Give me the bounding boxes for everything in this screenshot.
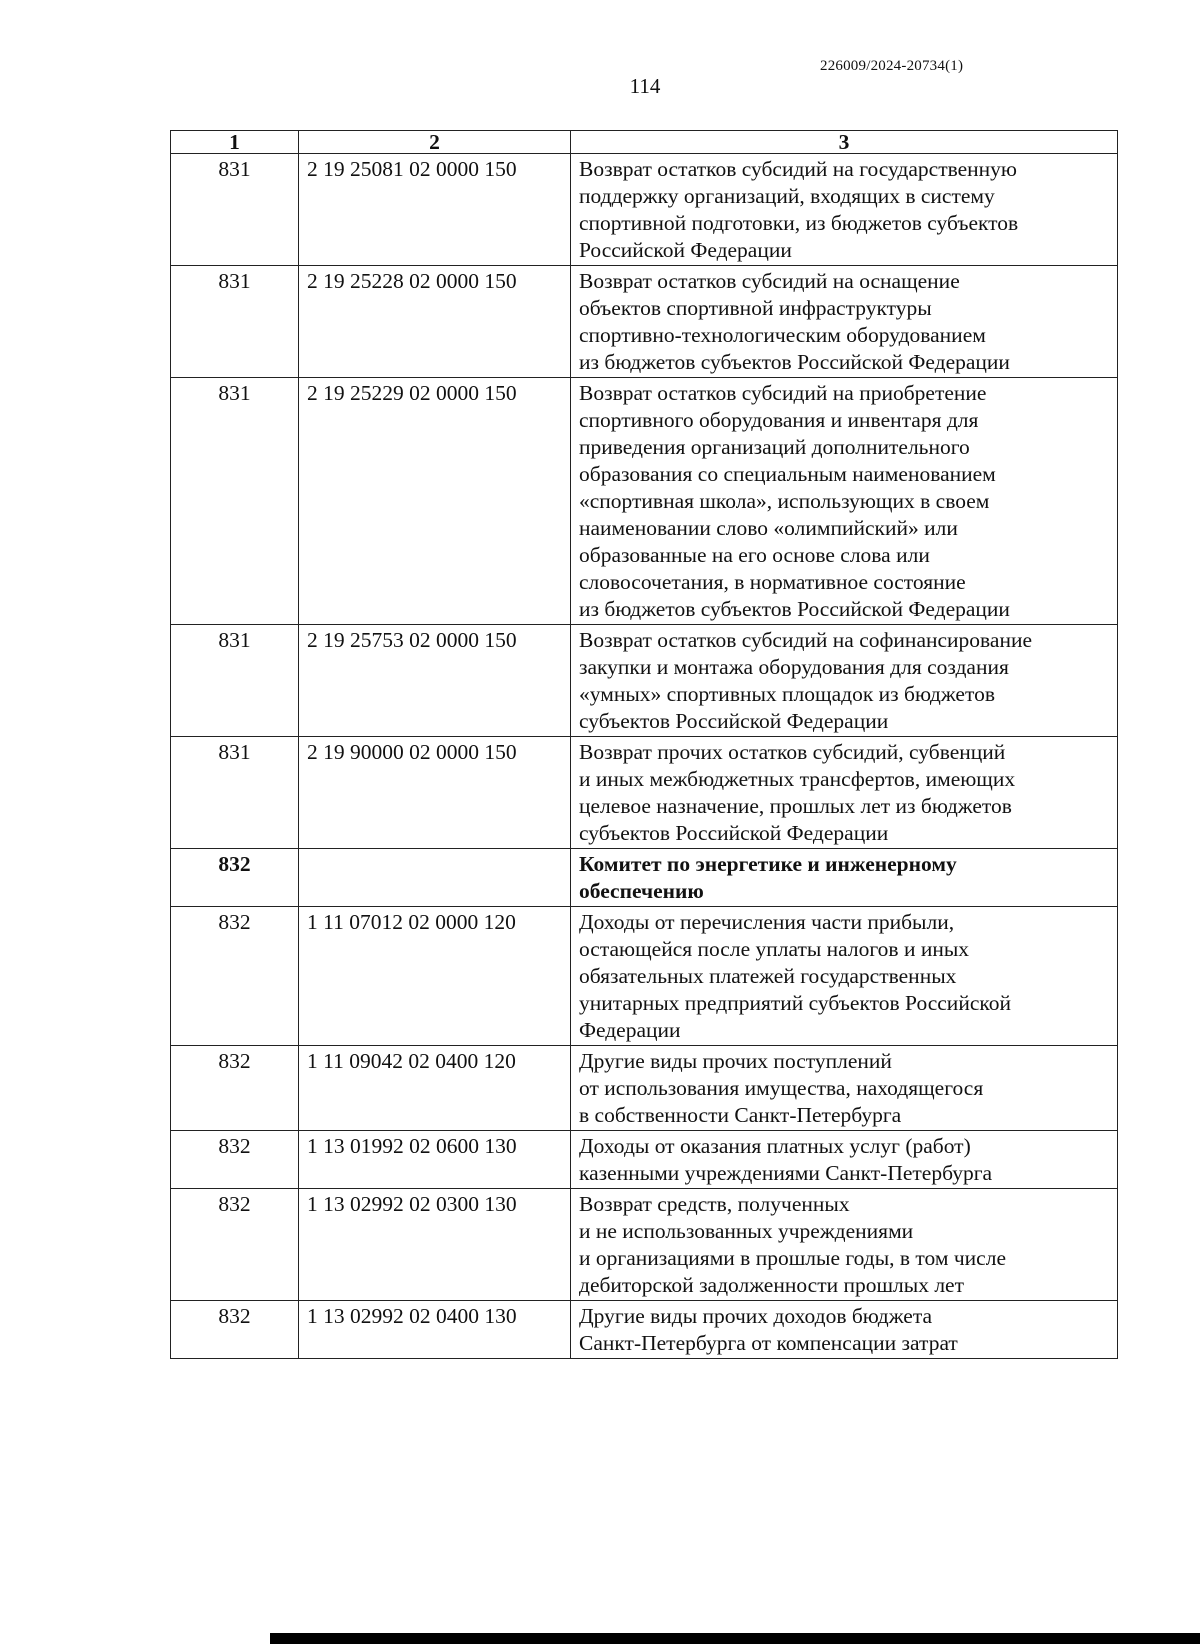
page-number: 114 xyxy=(629,74,661,98)
description-line: дебиторской задолженности прошлых лет xyxy=(579,1273,964,1297)
revenue-codes-table xyxy=(170,130,1118,1359)
description-line: поддержку организаций, входящих в систему xyxy=(579,184,995,208)
description-line: субъектов Российской Федерации xyxy=(579,821,889,845)
column-header-1: 1 xyxy=(171,131,299,154)
table-row xyxy=(171,266,1118,378)
description-line: Доходы от перечисления части прибыли, xyxy=(579,910,955,934)
description-line: закупки и монтажа оборудования для создания xyxy=(579,655,1009,679)
description-line: Доходы от оказания платных услуг (работ) xyxy=(579,1134,971,1158)
description-line: «спортивная школа», использующих в своем xyxy=(579,489,990,513)
description-line: Возврат остатков субсидий на оснащение xyxy=(579,269,960,293)
description-cell xyxy=(571,737,1118,849)
admin-code-cell: 832 xyxy=(171,1301,299,1359)
description-line: Российской Федерации xyxy=(579,238,792,262)
description-line: и не использованных учреждениями xyxy=(579,1219,914,1243)
admin-code-cell: 831 xyxy=(171,737,299,849)
revenue-code-cell: 2 19 90000 02 0000 150 xyxy=(299,737,571,849)
description-cell xyxy=(571,378,1118,625)
description-cell xyxy=(571,1131,1118,1189)
table-row xyxy=(171,1189,1118,1301)
revenue-code-cell: 2 19 25229 02 0000 150 xyxy=(299,378,571,625)
table-body xyxy=(171,154,1118,1359)
scan-edge-bar xyxy=(270,1633,1200,1644)
description-cell xyxy=(571,1046,1118,1131)
description-line: от использования имущества, находящегося xyxy=(579,1076,984,1100)
description-line: Федерации xyxy=(579,1018,681,1042)
revenue-code-cell xyxy=(299,849,571,907)
admin-code-cell: 832 xyxy=(171,907,299,1046)
table-row xyxy=(171,1046,1118,1131)
table-row xyxy=(171,907,1118,1046)
description-cell xyxy=(571,266,1118,378)
description-line: спортивной подготовки, из бюджетов субъектов xyxy=(579,211,1019,235)
description-line: объектов спортивной инфраструктуры xyxy=(579,296,932,320)
description-line: образования со специальным наименованием xyxy=(579,462,996,486)
description-line: из бюджетов субъектов Российской Федерации xyxy=(579,350,1010,374)
table-row xyxy=(171,737,1118,849)
description-cell xyxy=(571,1189,1118,1301)
description-line: «умных» спортивных площадок из бюджетов xyxy=(579,682,995,706)
revenue-code-cell: 2 19 25753 02 0000 150 xyxy=(299,625,571,737)
description-cell xyxy=(571,154,1118,266)
description-line: Возврат остатков субсидий на приобретение xyxy=(579,381,987,405)
revenue-code-cell: 1 11 07012 02 0000 120 xyxy=(299,907,571,1046)
description-line: Возврат остатков субсидий на государственную xyxy=(579,157,1017,181)
revenue-code-cell: 2 19 25228 02 0000 150 xyxy=(299,266,571,378)
description-line: спортивно-технологическим оборудованием xyxy=(579,323,986,347)
description-cell xyxy=(571,907,1118,1046)
description-line: Возврат остатков субсидий на софинансирование xyxy=(579,628,1033,652)
description-line: Другие виды прочих поступлений xyxy=(579,1049,892,1073)
table-row xyxy=(171,1301,1118,1359)
revenue-code-cell: 1 13 01992 02 0600 130 xyxy=(299,1131,571,1189)
description-line: унитарных предприятий субъектов Российской xyxy=(579,991,1011,1015)
description-line: в собственности Санкт-Петербурга xyxy=(579,1103,902,1127)
description-line: Санкт-Петербурга от компенсации затрат xyxy=(579,1331,958,1355)
admin-code-cell: 832 xyxy=(171,1046,299,1131)
description-line: Другие виды прочих доходов бюджета xyxy=(579,1304,933,1328)
table-row xyxy=(171,625,1118,737)
column-header-2: 2 xyxy=(299,131,571,154)
description-cell xyxy=(571,625,1118,737)
table-header-row xyxy=(171,131,1118,154)
description-line: Возврат средств, полученных xyxy=(579,1192,850,1216)
description-line: наименовании слово «олимпийский» или xyxy=(579,516,958,540)
description-line: обязательных платежей государственных xyxy=(579,964,957,988)
description-line: казенными учреждениями Санкт-Петербурга xyxy=(579,1161,993,1185)
table-row xyxy=(171,849,1118,907)
table-row xyxy=(171,154,1118,266)
admin-code-cell: 831 xyxy=(171,154,299,266)
admin-code-cell: 831 xyxy=(171,625,299,737)
description-cell xyxy=(571,849,1118,907)
description-line: и иных межбюджетных трансфертов, имеющих xyxy=(579,767,1016,791)
description-line: остающейся после уплаты налогов и иных xyxy=(579,937,970,961)
description-line: целевое назначение, прошлых лет из бюджетов xyxy=(579,794,1012,818)
revenue-code-cell: 1 13 02992 02 0400 130 xyxy=(299,1301,571,1359)
description-line: Возврат прочих остатков субсидий, субвенций xyxy=(579,740,1006,764)
description-line: и организациями в прошлые годы, в том числе xyxy=(579,1246,1006,1270)
description-line: обеспечению xyxy=(579,879,704,903)
revenue-code-cell: 1 13 02992 02 0300 130 xyxy=(299,1189,571,1301)
revenue-code-cell: 2 19 25081 02 0000 150 xyxy=(299,154,571,266)
column-header-3: 3 xyxy=(571,131,1118,154)
description-line: субъектов Российской Федерации xyxy=(579,709,889,733)
table-row xyxy=(171,1131,1118,1189)
revenue-code-cell: 1 11 09042 02 0400 120 xyxy=(299,1046,571,1131)
admin-code-cell: 832 xyxy=(171,849,299,907)
description-line: Комитет по энергетике и инженерному xyxy=(579,852,957,876)
description-line: словосочетания, в нормативное состояние xyxy=(579,570,966,594)
admin-code-cell: 831 xyxy=(171,378,299,625)
admin-code-cell: 831 xyxy=(171,266,299,378)
description-line: образованные на его основе слова или xyxy=(579,543,930,567)
admin-code-cell: 832 xyxy=(171,1131,299,1189)
document-number: 226009/2024-20734(1) xyxy=(820,58,964,74)
description-line: спортивного оборудования и инвентаря для xyxy=(579,408,979,432)
description-line: из бюджетов субъектов Российской Федерации xyxy=(579,597,1010,621)
admin-code-cell: 832 xyxy=(171,1189,299,1301)
table-row xyxy=(171,378,1118,625)
description-cell xyxy=(571,1301,1118,1359)
description-line: приведения организаций дополнительного xyxy=(579,435,970,459)
